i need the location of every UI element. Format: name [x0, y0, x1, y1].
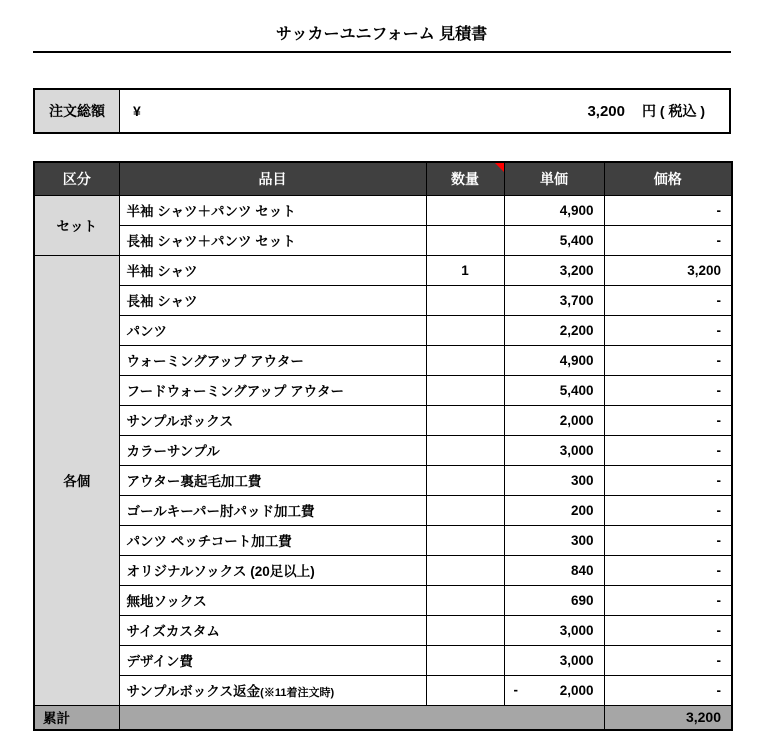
table-row [34, 375, 732, 405]
order-total-label[interactable]: 注文総額 [35, 90, 120, 132]
price-cell[interactable]: - [604, 345, 732, 375]
column-header-unit-price[interactable]: 単価 [504, 162, 604, 195]
unit-price-cell[interactable]: 3,200 [504, 255, 604, 285]
table-row [34, 405, 732, 435]
price-cell[interactable]: - [604, 585, 732, 615]
qty-cell[interactable] [426, 585, 504, 615]
qty-cell[interactable] [426, 195, 504, 225]
unit-price-cell[interactable]: 840 [504, 555, 604, 585]
qty-cell[interactable] [426, 555, 504, 585]
price-cell[interactable]: - [604, 495, 732, 525]
price-cell[interactable]: - [604, 525, 732, 555]
table-row [34, 585, 732, 615]
price-cell[interactable]: - [604, 615, 732, 645]
table-row [34, 465, 732, 495]
price-cell[interactable]: - [604, 465, 732, 495]
qty-cell[interactable] [426, 315, 504, 345]
unit-price-cell[interactable]: 3,700 [504, 285, 604, 315]
table-row [34, 195, 732, 225]
header-row [34, 162, 732, 195]
qty-cell[interactable] [426, 285, 504, 315]
unit-price-cell[interactable]: 300 [504, 465, 604, 495]
column-header-price[interactable]: 価格 [604, 162, 732, 195]
footer-row [34, 705, 732, 730]
item-cell[interactable] [119, 675, 426, 705]
table-row [34, 495, 732, 525]
unit-price-cell[interactable]: 300 [504, 525, 604, 555]
footer-empty-cell[interactable] [119, 705, 604, 730]
unit-price-cell[interactable]: 5,400 [504, 375, 604, 405]
footer-label-cell[interactable]: 累計 [34, 705, 119, 730]
table-row [34, 255, 732, 285]
item-cell[interactable]: パンツ [119, 315, 426, 345]
price-cell[interactable]: - [604, 195, 732, 225]
price-cell[interactable]: - [604, 375, 732, 405]
table-row [34, 525, 732, 555]
negative-sign: - [513, 682, 518, 698]
currency-symbol: ¥ [133, 103, 141, 119]
item-cell[interactable]: パンツ ペッチコート加工費 [119, 525, 426, 555]
price-cell[interactable]: - [604, 675, 732, 705]
unit-price-cell[interactable]: 2,200 [504, 315, 604, 345]
item-cell[interactable]: 半袖 シャツ [119, 255, 426, 285]
price-cell[interactable]: 3,200 [604, 255, 732, 285]
unit-price-cell[interactable]: 3,000 [504, 435, 604, 465]
qty-cell[interactable] [426, 405, 504, 435]
price-cell[interactable]: - [604, 225, 732, 255]
item-cell[interactable]: ウォーミングアップ アウター [119, 345, 426, 375]
item-label: サンプルボックス返金 [126, 684, 261, 699]
order-total-value-cell[interactable] [120, 90, 729, 132]
table-row [34, 345, 732, 375]
unit-price-cell[interactable]: 3,000 [504, 615, 604, 645]
qty-cell[interactable] [426, 225, 504, 255]
item-cell[interactable]: デザイン費 [119, 645, 426, 675]
qty-cell[interactable] [426, 375, 504, 405]
unit-price-cell[interactable] [504, 675, 604, 705]
qty-cell[interactable] [426, 435, 504, 465]
qty-cell[interactable] [426, 615, 504, 645]
unit-price-cell[interactable]: 3,000 [504, 645, 604, 675]
title-underline [33, 51, 731, 53]
qty-cell[interactable]: 1 [426, 255, 504, 285]
price-cell[interactable]: - [604, 405, 732, 435]
item-cell[interactable]: オリジナルソックス (20足以上) [119, 555, 426, 585]
item-cell[interactable]: カラーサンプル [119, 435, 426, 465]
comment-indicator-icon [495, 163, 504, 172]
item-cell[interactable]: アウター裏起毛加工費 [119, 465, 426, 495]
unit-price-value: 2,000 [559, 682, 594, 698]
price-cell[interactable]: - [604, 285, 732, 315]
item-cell[interactable]: フードウォーミングアップ アウター [119, 375, 426, 405]
table-row [34, 675, 732, 705]
qty-cell[interactable] [426, 465, 504, 495]
kubun-cell-set[interactable]: セット [34, 195, 119, 255]
column-header-item[interactable]: 品目 [119, 162, 426, 195]
price-cell[interactable]: - [604, 435, 732, 465]
table-row [34, 615, 732, 645]
column-header-kubun[interactable]: 区分 [34, 162, 119, 195]
quote-table [33, 161, 733, 731]
unit-price-cell[interactable]: 2,000 [504, 405, 604, 435]
item-cell[interactable]: 半袖 シャツ＋パンツ セット [119, 195, 426, 225]
item-cell[interactable]: ゴールキーパー肘パッド加工費 [119, 495, 426, 525]
unit-price-cell[interactable]: 5,400 [504, 225, 604, 255]
page-title: サッカーユニフォーム 見積書 [275, 26, 488, 43]
order-total-box [33, 88, 731, 134]
item-cell[interactable]: 無地ソックス [119, 585, 426, 615]
unit-price-cell[interactable]: 690 [504, 585, 604, 615]
qty-cell[interactable] [426, 525, 504, 555]
table-row [34, 435, 732, 465]
item-note: (※11着注文時) [260, 687, 335, 699]
table-row [34, 645, 732, 675]
unit-price-cell[interactable]: 4,900 [504, 195, 604, 225]
item-cell[interactable]: サイズカスタム [119, 615, 426, 645]
order-total-unit: 円 ( 税込 ) [642, 103, 705, 119]
table-row [34, 555, 732, 585]
item-cell[interactable]: 長袖 シャツ＋パンツ セット [119, 225, 426, 255]
item-cell[interactable]: 長袖 シャツ [119, 285, 426, 315]
price-cell[interactable]: - [604, 645, 732, 675]
qty-cell[interactable] [426, 645, 504, 675]
table-row [34, 285, 732, 315]
qty-cell[interactable] [426, 345, 504, 375]
price-cell[interactable]: - [604, 315, 732, 345]
unit-price-cell[interactable]: 4,900 [504, 345, 604, 375]
price-cell[interactable]: - [604, 555, 732, 585]
column-header-qty[interactable] [426, 162, 504, 195]
order-total-amount: 3,200 [587, 102, 625, 120]
qty-cell[interactable] [426, 495, 504, 525]
unit-price-cell[interactable]: 200 [504, 495, 604, 525]
table-row [34, 225, 732, 255]
item-cell[interactable]: サンプルボックス [119, 405, 426, 435]
kubun-cell-individual[interactable]: 各個 [34, 255, 119, 705]
footer-total-cell[interactable]: 3,200 [604, 705, 732, 730]
table-row [34, 315, 732, 345]
column-header-qty-label: 数量 [451, 170, 479, 187]
qty-cell[interactable] [426, 675, 504, 705]
